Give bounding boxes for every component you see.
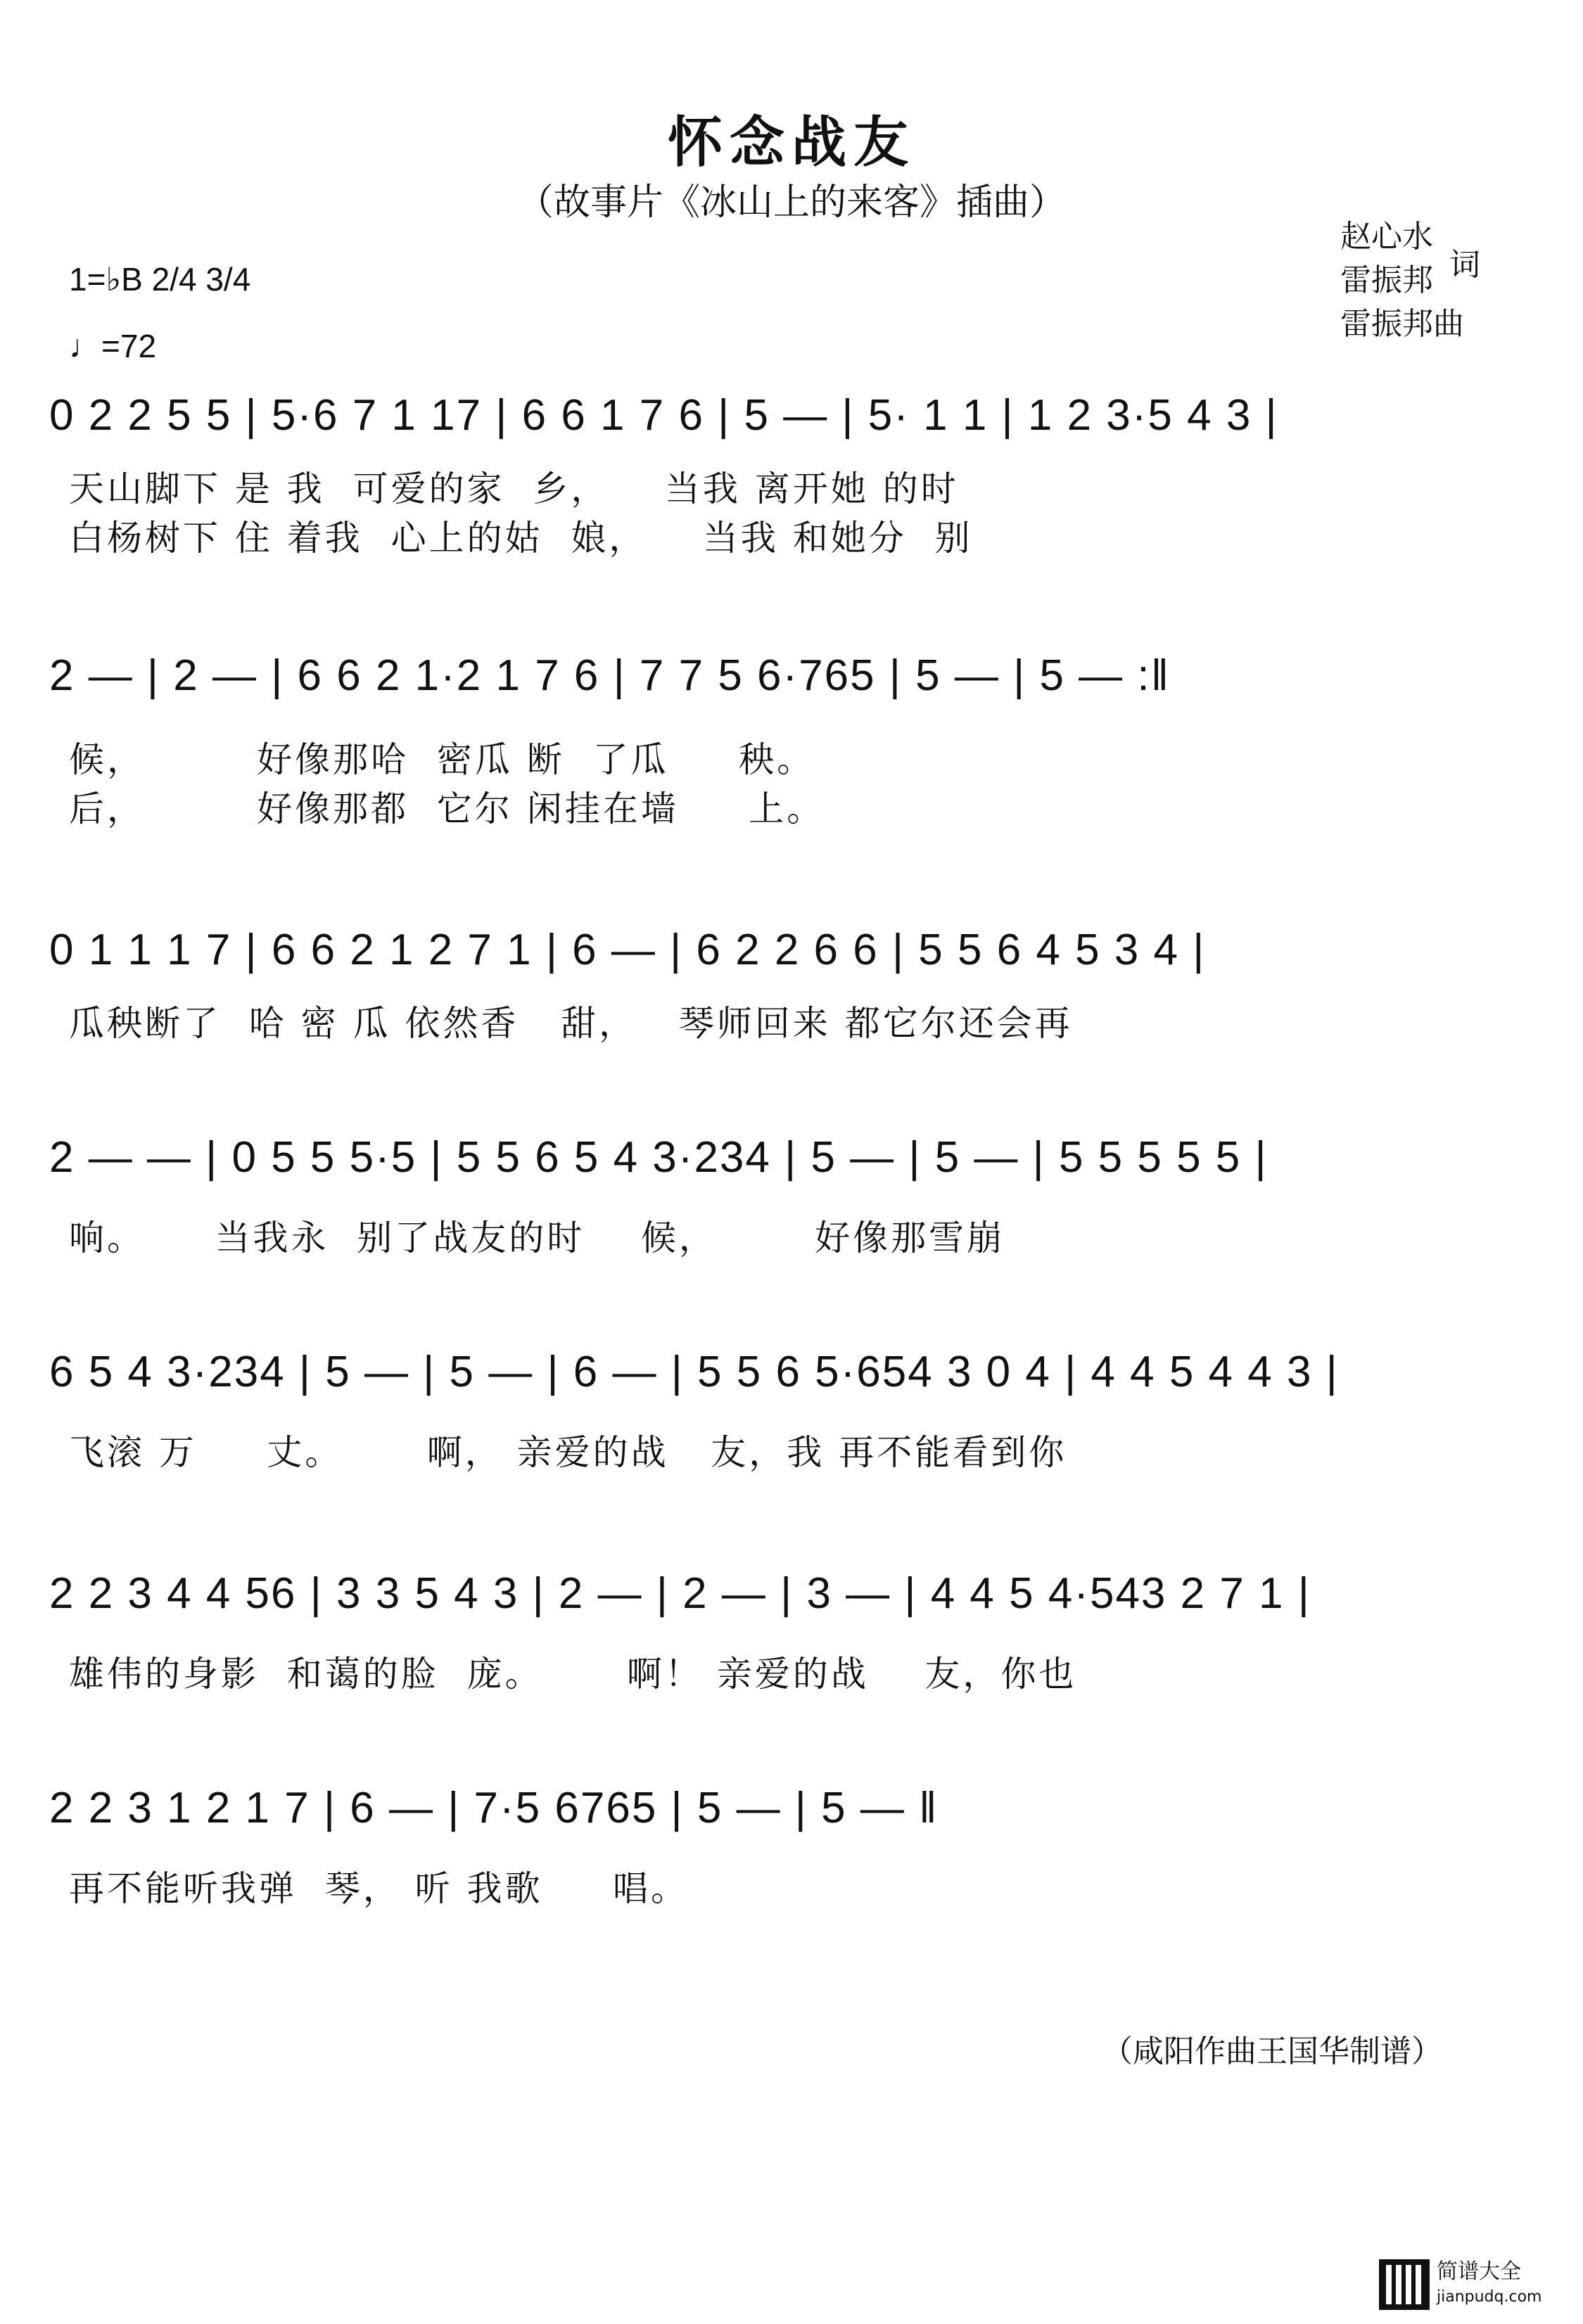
key-signature: 1=♭B 2/4 3/4 (69, 261, 251, 298)
lyric-verse-1: 瓜秧断了 哈 密 瓜 依然香 甜， 琴师回来 都它尔还会再 (69, 1003, 1073, 1044)
lyricist-role: 词 (1449, 247, 1480, 283)
notes-line: 2 — — | 0 5 5 5·5 | 5 5 6 5 4 3·234 | 5 — | 5 — | 5 5 5 5 5 | (49, 1133, 1268, 1182)
lyricist-name: 赵心水 (1340, 219, 1433, 255)
lyric-verse-1: 响。 当我永 别了战友的时 候， 好像那雪崩 (69, 1218, 1005, 1258)
logo-name: 简谱大全 (1437, 2259, 1521, 2284)
lyricist2-name: 雷振邦 (1340, 262, 1433, 298)
lyric-verse-1: 飞滚 万 丈。 啊， 亲爱的战 友，我 再不能看到你 (69, 1432, 1067, 1473)
notes-line: 2 2 3 1 2 1 7 | 6 — | 7·5 6765 | 5 — | 5 — ‖ (49, 1784, 939, 1832)
lyric-verse-2: 后， 好像那都 它尔 闲挂在墙 上。 (69, 788, 825, 829)
lyric-verse-2: 白杨树下 住 着我 心上的姑 娘， 当我 和她分 别 (69, 518, 973, 558)
tempo-marking: ♩=72 (69, 328, 157, 364)
logo-url: jianpudq.com (1437, 2288, 1542, 2306)
notes-line: 6 5 4 3·234 | 5 — | 5 — | 6 — | 5 5 6 5·654 3 0 4 | 4 4 5 4 4 3 | (49, 1348, 1339, 1396)
lyric-verse-1: 雄伟的身影 和蔼的脸 庞。 啊！ 亲爱的战 友，你也 (69, 1654, 1077, 1694)
lyric-verse-1: 候， 好像那哈 密瓜 断 了瓜 秧。 (69, 739, 815, 780)
lyric-verse-1: 再不能听我弹 琴， 听 我歌 唱。 (69, 1868, 689, 1909)
composer: 雷振邦曲 (1340, 306, 1464, 342)
piano-keys-icon (1379, 2259, 1430, 2310)
page-title: 怀念战友 (667, 110, 915, 174)
lyric-verse-1: 天山脚下 是 我 可爱的家 乡， 当我 离开她 的时 (69, 468, 959, 509)
notes-line: 2 — | 2 — | 6 6 2 1·2 1 7 6 | 7 7 5 6·765 | 5 — | 5 — :‖ (49, 651, 1171, 700)
notes-line: 0 1 1 1 7 | 6 6 2 1 2 7 1 | 6 — | 6 2 2 6 6 | 5 5 6 4 5 3 4 | (49, 926, 1206, 974)
footer-credit: （咸阳作曲王国华制谱） (1102, 2034, 1442, 2069)
page-subtitle: （故事片《冰山上的来客》插曲） (516, 181, 1066, 224)
notes-line: 2 2 3 4 4 56 | 3 3 5 4 3 | 2 — | 2 — | 3 — | 4 4 5 4·543 2 7 1 | (49, 1569, 1311, 1618)
site-logo (1379, 2255, 1569, 2314)
notes-line: 0 2 2 5 5 | 5·6 7 1 17 | 6 6 1 7 6 | 5 — | 5· 1 1 | 1 2 3·5 4 3 | (49, 391, 1278, 440)
